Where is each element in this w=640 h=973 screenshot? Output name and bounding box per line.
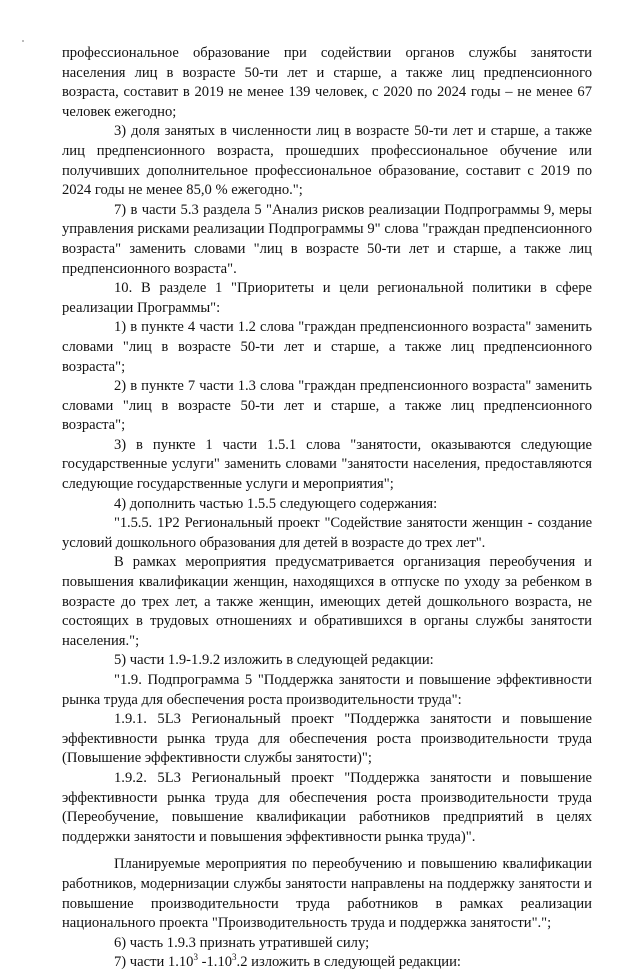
paragraph-gap	[62, 847, 592, 855]
paragraph-10: В рамках мероприятия предусматривается организация переобучения и повышения квалификации женщин, находящихся в отпуске по уходу за ребенком в возрасте до трех лет, а также женщин, имеющих детей дошкольного возраста, не состоящих в трудовых отношениях и обратившихся в органы службы занятости населения.";	[62, 554, 592, 649]
paragraph-7: 3) в пункте 1 части 1.5.1 слова "занятости, оказываются следующие государственные услуги" заменить словами "занятости населения, предоставляются следующие государственные услуги и мероприятия";	[62, 436, 592, 493]
last-prefix: 7) части 1.10	[114, 954, 194, 971]
paragraph-6: 2) в пункте 7 части 1.3 слова "граждан предпенсионного возраста" заменить словами "лиц в возрасте 50-ти лет и старше, а также лиц предпенсионного возраста";	[62, 378, 592, 434]
paragraph-11: 5) части 1.9-1.9.2 изложить в следующей редакции:	[114, 652, 434, 669]
paragraph-16: 6) часть 1.9.3 признать утратившей силу;	[114, 934, 370, 951]
superscript-2: 3	[232, 952, 237, 963]
paragraph-17	[62, 953, 592, 973]
paragraph-14: 1.9.2. 5L3 Региональный проект "Поддержка занятости и повышение эффективности рынка труда для обеспечения роста производительности труда (Переобучение, повышение квалификации работников предприятий в целях поддержки занятости и повышения эффективности рынка труда)".	[62, 769, 592, 845]
last-suffix: .2 изложить в следующей редакции:	[236, 954, 461, 971]
superscript-1: 3	[193, 952, 198, 963]
paragraph-1: профессиональное образование при содействии органов службы занятости населения лиц в возрасте 50-ти лет и старше, а также лиц предпенсионного возраста, составит в 2019 не менее 139 человек, с 2020 по 2024 годы – не менее 67 человек ежегодно;	[62, 45, 592, 120]
paragraph-3: 7) в части 5.3 раздела 5 "Анализ рисков реализации Подпрограммы 9, меры управления рисками реализации Подпрограммы 9" слова "граждан предпенсионного возраста" заменить словами "лиц в возрасте 50-ти лет и старше, а также лиц предпенсионного возраста".	[62, 201, 592, 277]
scan-speck	[22, 40, 24, 42]
last-middle: -1.10	[197, 954, 233, 971]
paragraph-9: "1.5.5. 1P2 Региональный проект "Содействие занятости женщин - создание условий дошкольного образования для детей в возрасте до трех лет".	[62, 515, 592, 551]
paragraph-15: Планируемые мероприятия по переобучению и повышению квалификации работников, модернизации службы занятости направлены на поддержку занятости и повышение производительности труда работников в рамках реализации национального проекта "Производительность труда и поддержка занятости".";	[62, 856, 592, 932]
paragraph-2: 3) доля занятых в численности лиц в возрасте 50-ти лет и старше, а также лиц предпенсионного возраста, прошедших профессиональное обучение или получивших дополнительное профессиональное образование, составит с 2019 по 2024 годы не менее 85,0 % ежегодно.";	[62, 123, 592, 199]
paragraph-4: 10. В разделе 1 "Приоритеты и цели региональной политики в сфере реализации Программы":	[62, 280, 592, 316]
paragraph-8: 4) дополнить частью 1.5.5 следующего содержания:	[114, 495, 438, 512]
paragraph-5: 1) в пункте 4 части 1.2 слова "граждан предпенсионного возраста" заменить словами "лиц в возрасте 50-ти лет и старше, а также лиц предпенсионного возраста";	[62, 319, 592, 375]
document-page	[62, 44, 592, 973]
paragraph-13: 1.9.1. 5L3 Региональный проект "Поддержка занятости и повышение эффективности рынка труда для обеспечения роста производительности труда (Повышение эффективности службы занятости)";	[62, 711, 592, 767]
paragraph-12: "1.9. Подпрограмма 5 "Поддержка занятости и повышение эффективности рынка труда для обеспечения роста производительности труда":	[62, 672, 592, 708]
